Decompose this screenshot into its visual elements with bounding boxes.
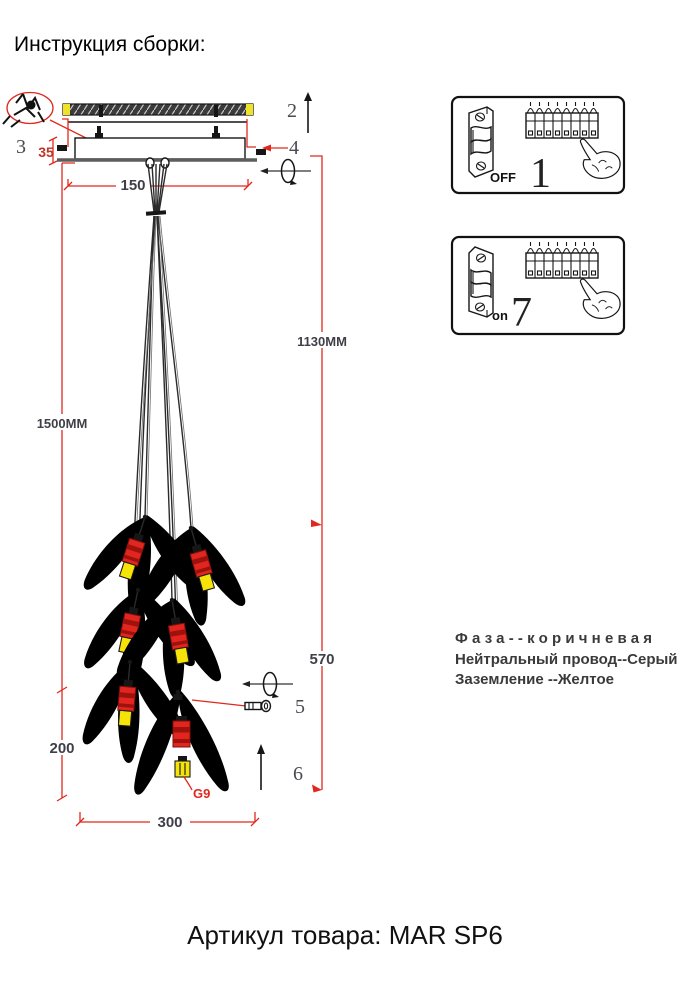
svg-text:1500MM: 1500MM xyxy=(36,416,88,431)
neutral-wire-label: Нейтральный провод--Серый xyxy=(455,650,678,668)
callout-step5 xyxy=(192,673,305,719)
wall-switch-off-icon xyxy=(469,107,493,177)
step-number: 7 xyxy=(511,290,532,336)
cord-grip xyxy=(161,158,169,168)
svg-text:1130MM: 1130MM xyxy=(297,334,347,349)
page-title: Инструкция сборки: xyxy=(14,33,206,56)
svg-text:300: 300 xyxy=(157,814,183,831)
wire-color-legend xyxy=(455,629,685,691)
lamp-holder-detached xyxy=(173,716,190,747)
panel-power-on xyxy=(452,237,624,336)
callout-step4 xyxy=(262,137,299,159)
svg-text:2: 2 xyxy=(287,100,297,122)
set-screw-left xyxy=(57,145,67,151)
rotate-icon-bottom xyxy=(242,673,293,699)
svg-text:5: 5 xyxy=(295,696,305,718)
dim-canopy-height xyxy=(38,137,57,165)
switch-state-label: on xyxy=(492,308,508,323)
svg-text:6: 6 xyxy=(293,763,303,785)
lamp-shade-6-disassembled xyxy=(127,687,236,801)
callout-step3: 3 xyxy=(16,136,26,158)
ground-wire-label: Заземление --Желтое xyxy=(455,671,614,688)
screw-icon xyxy=(245,701,271,712)
panel-power-off xyxy=(452,97,624,197)
svg-text:4: 4 xyxy=(289,137,299,159)
g9-label: G9 xyxy=(193,786,211,801)
phase-wire-label: Фаза--коричневая xyxy=(455,630,657,647)
svg-text:150: 150 xyxy=(120,177,146,194)
g9-bulb-detached xyxy=(175,756,190,777)
switch-state-label: OFF xyxy=(490,170,516,185)
rotate-icon-top xyxy=(260,160,311,186)
wall-switch-on-icon xyxy=(469,247,493,317)
svg-text:200: 200 xyxy=(49,740,75,757)
canopy xyxy=(57,138,266,168)
dim-cluster-width xyxy=(76,812,259,831)
callout-step6 xyxy=(257,744,303,790)
ceiling-bar xyxy=(63,104,253,117)
set-screw-right xyxy=(256,149,266,155)
svg-text:570: 570 xyxy=(309,651,335,668)
dim-total-drop xyxy=(34,163,90,801)
svg-text:35: 35 xyxy=(38,144,54,160)
callout-step2 xyxy=(287,92,312,133)
article-number: Артикул товара: MAR SP6 xyxy=(187,920,503,950)
step-number: 1 xyxy=(530,151,551,197)
